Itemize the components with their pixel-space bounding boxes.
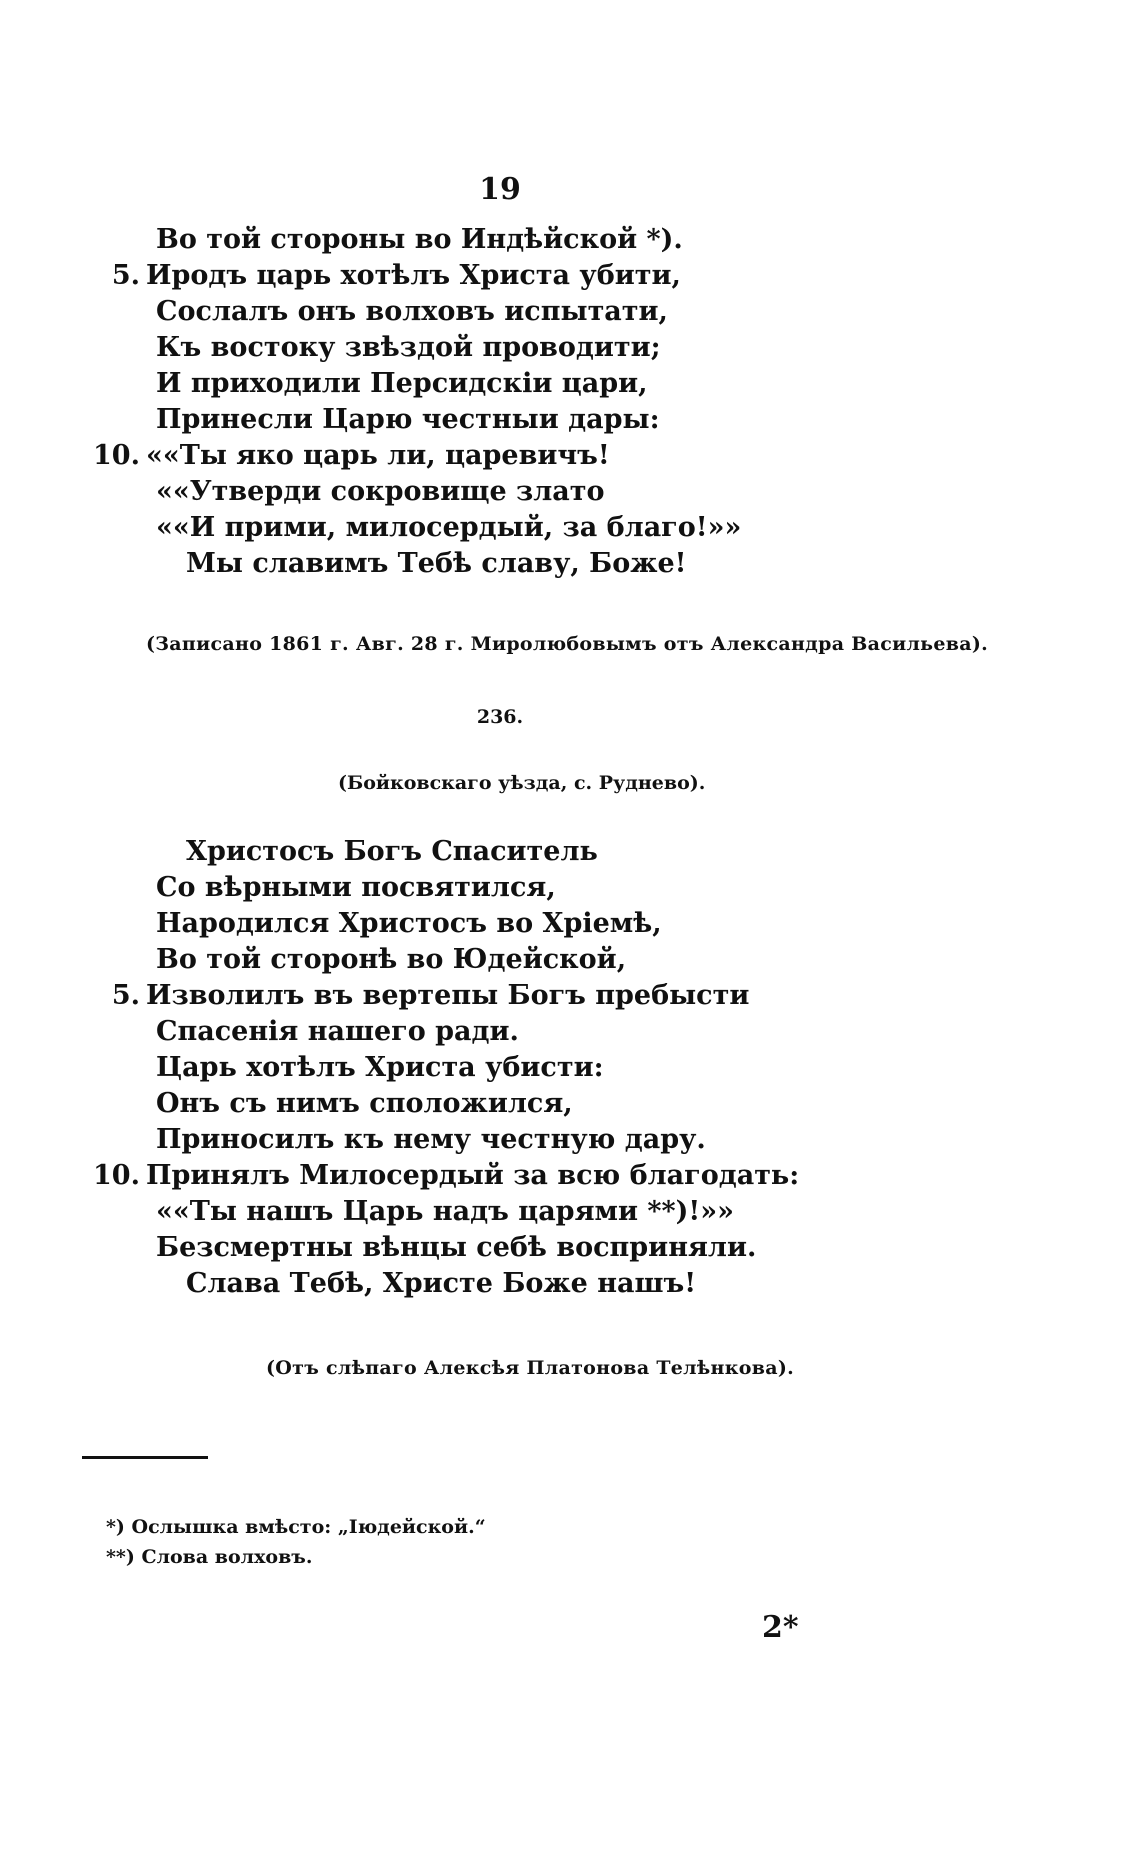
- verse-text: ««Утверди сокровище злато: [156, 476, 605, 507]
- page-number: 19: [479, 172, 521, 207]
- verse-text: Приносилъ къ нему честную дару.: [156, 1124, 706, 1155]
- song-number: 236.: [476, 706, 524, 728]
- verse-text: Со вѣрными посвятился,: [156, 872, 556, 903]
- verse-number: 5.: [111, 980, 140, 1011]
- verse-text: Иродъ царь хотѣлъ Христа убити,: [146, 260, 681, 291]
- verse-text: ««И прими, милосердый, за благо!»»: [156, 512, 742, 543]
- song-location: (Бойковскаго уѣзда, с. Руднево).: [338, 772, 706, 794]
- verse-text: Безсмертны вѣнцы себѣ восприняли.: [156, 1232, 757, 1263]
- footnote: **) Слова волховъ.: [106, 1546, 313, 1568]
- verse-text: Спасенiя нашего ради.: [156, 1016, 519, 1047]
- verse-text: Мы славимъ Тебѣ славу, Боже!: [186, 548, 687, 579]
- verse-text: Принесли Царю честныи дары:: [156, 404, 660, 435]
- verse-text: Народился Христосъ во Хрiемѣ,: [156, 908, 662, 939]
- footnote: *) Ослышка вмѣсто: „Iюдейской.“: [106, 1516, 486, 1538]
- verse-text: Сослалъ онъ волховъ испытати,: [156, 296, 668, 327]
- sheet-signature: 2*: [762, 1610, 799, 1645]
- verse-text: Царь хотѣлъ Христа убисти:: [156, 1052, 604, 1083]
- verse-number: 5.: [111, 260, 140, 291]
- poem-2-source-note: (Отъ слѣпаго Алексѣя Платонова Телѣнкова).: [266, 1357, 795, 1379]
- verse-number: 10.: [93, 1160, 140, 1191]
- verse-text: Во той сторонѣ во Юдейской,: [156, 944, 627, 975]
- verse-text: Онъ съ нимъ сположился,: [156, 1088, 573, 1119]
- verse-text: Принялъ Милосердый за всю благодать:: [146, 1160, 800, 1191]
- verse-text: Во той стороны во Индѣйской *).: [156, 224, 683, 255]
- verse-text: Къ востоку звѣздой проводити;: [156, 332, 661, 363]
- poem-1-source-note: (Записано 1861 г. Авг. 28 г. Миролюбовымъ отъ Александра Васильева).: [146, 633, 989, 655]
- verse-text: ««Ты яко царь ли, царевичъ!: [146, 440, 610, 471]
- footnote-divider: [82, 1456, 208, 1459]
- verse-number: 10.: [93, 440, 140, 471]
- verse-text: ««Ты нашъ Царь надъ царями **)!»»: [156, 1196, 735, 1227]
- verse-text: Христосъ Богъ Спаситель: [186, 836, 598, 867]
- verse-text: И приходили Персидскiи цари,: [156, 368, 648, 399]
- footnotes: [106, 1512, 486, 1572]
- verse-text: Изволилъ въ вертепы Богъ пребысти: [146, 980, 750, 1011]
- verse-text: Слава Тебѣ, Христе Боже нашъ!: [186, 1268, 697, 1299]
